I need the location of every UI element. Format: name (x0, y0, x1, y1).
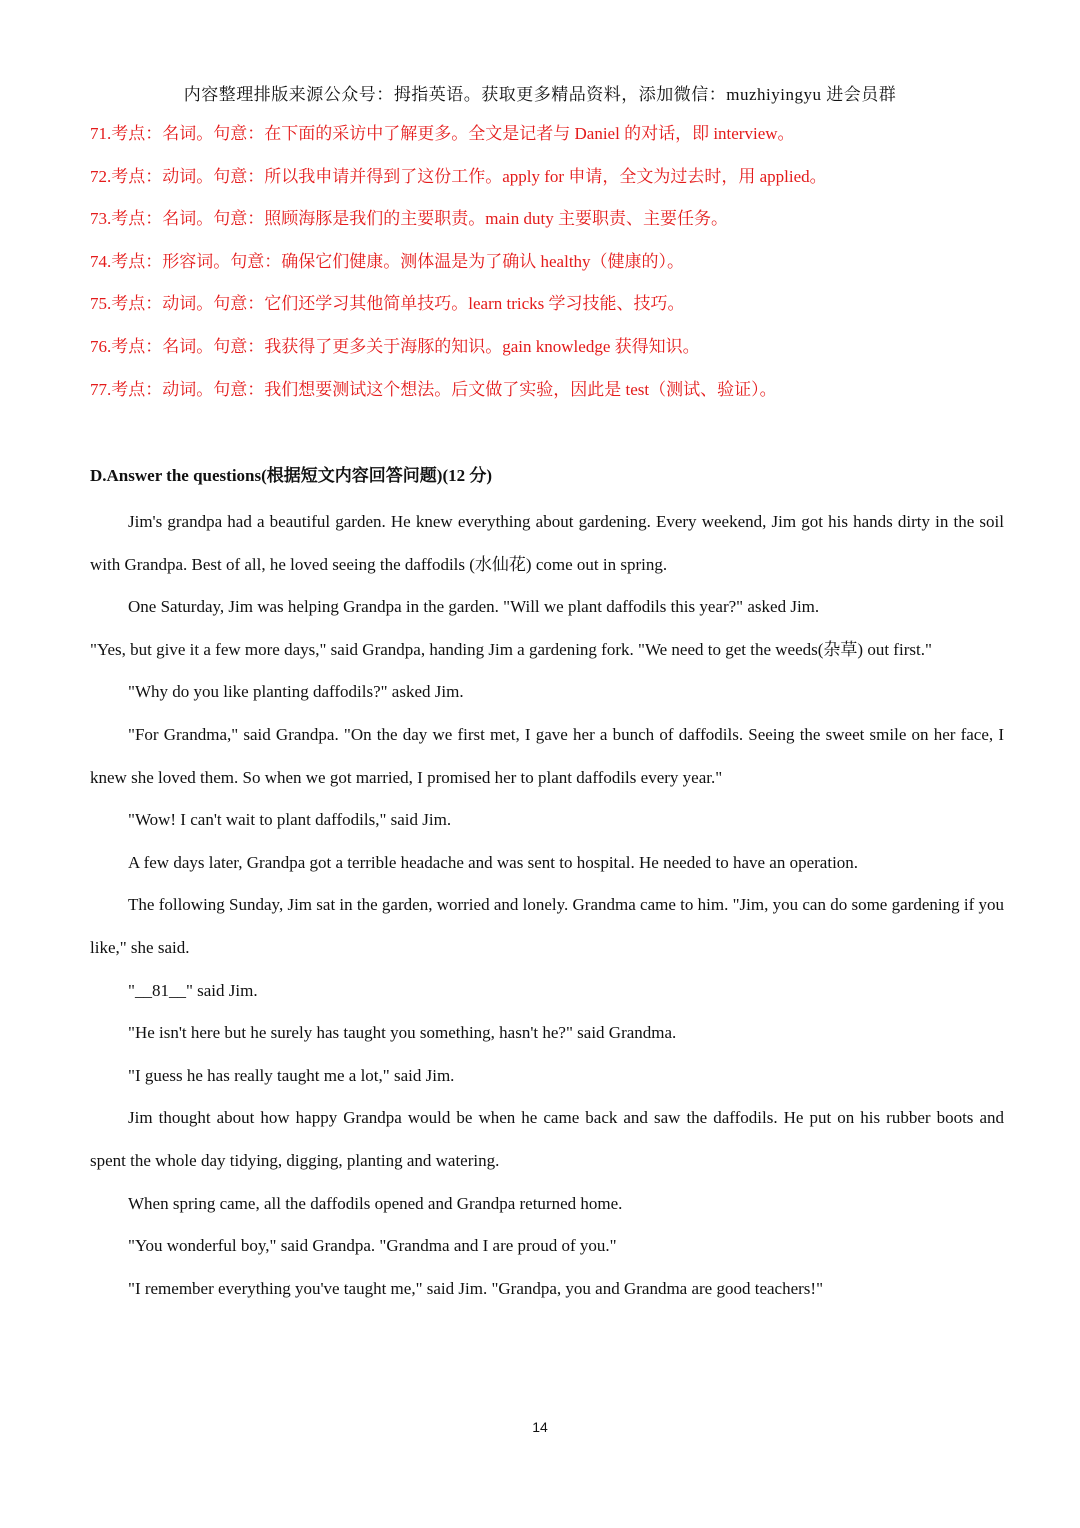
answer-71: 71.考点：名词。句意：在下面的采访中了解更多。全文是记者与 Daniel 的对话，即 interview。 (90, 124, 795, 143)
paragraph: "Wow! I can't wait to plant daffodils," said Jim. (128, 810, 452, 830)
paragraph: "Yes, but give it a few more days," said Grandpa, handing Jim a gardening fork. "We need to get the weeds(杂草) out first." (90, 639, 932, 659)
paragraph: "I guess he has really taught me a lot," said Jim. (128, 1065, 455, 1085)
paragraph: "He isn't here but he surely has taught you something, hasn't he?" said Grandma. (128, 1023, 677, 1043)
answer-73: 73.考点：名词。句意：照顾海豚是我们的主要职责。main duty 主要职责、主要任务。 (90, 209, 728, 229)
page-number: 14 (532, 1419, 548, 1435)
paragraph: "For Grandma," said Grandpa. "On the day we first met, I gave her a bunch of daffodils. Seeing the sweet smile on her face, I knew she loved them. So when we got married, I promised her to plant daffodils every year." (90, 724, 1004, 787)
answer-key (90, 119, 1010, 417)
paragraph: One Saturday, Jim was helping Grandpa in the garden. "Will we plant daffodils this year?" asked Jim. (128, 597, 820, 617)
paragraph: Jim thought about how happy Grandpa would be when he came back and saw the daffodils. He put on his rubber boots and spent the whole day tidying, digging, planting and watering. (90, 1108, 1004, 1170)
reading-passage (90, 501, 1004, 1310)
answer-75: 75.考点：动词。句意：它们还学习其他简单技巧。learn tricks 学习技能、技巧。 (90, 294, 685, 314)
page-header: 内容整理排版来源公众号：拇指英语。获取更多精品资料，添加微信：muzhiyingyu 进会员群 (183, 85, 897, 104)
paragraph: A few days later, Grandpa got a terrible headache and was sent to hospital. He needed to have an operation. (128, 852, 859, 872)
paragraph: When spring came, all the daffodils opened and Grandpa returned home. (128, 1193, 623, 1213)
paragraph: Jim's grandpa had a beautiful garden. He knew everything about gardening. Every weekend, Jim got his hands dirty in the soil with Grandpa. Best of all, he loved seeing the daffodils (水仙花) come out in spring. (90, 512, 1004, 574)
section-title: D.Answer the questions(根据短文内容回答问题)(12 分) (90, 466, 493, 485)
answer-76: 76.考点：名词。句意：我获得了更多关于海豚的知识。gain knowledge 获得知识。 (90, 336, 700, 356)
paragraph: The following Sunday, Jim sat in the garden, worried and lonely. Grandma came to him. "Jim, you can do some gardening if you like," she said. (90, 895, 1004, 957)
paragraph: "I remember everything you've taught me," said Jim. "Grandpa, you and Grandma are good teachers!" (128, 1278, 824, 1298)
paragraph: "Why do you like planting daffodils?" asked Jim. (128, 682, 464, 702)
paragraph: "You wonderful boy," said Grandpa. "Grandma and I are proud of you." (128, 1236, 617, 1256)
answer-74: 74.考点：形容词。句意：确保它们健康。测体温是为了确认 healthy（健康的）。 (90, 251, 685, 271)
answer-72: 72.考点：动词。句意：所以我申请并得到了这份工作。apply for 申请，全文为过去时，用 applied。 (90, 166, 827, 186)
paragraph-blank-81: "__81__" said Jim. (128, 980, 258, 1000)
answer-77: 77.考点：动词。句意：我们想要测试这个想法。后文做了实验，因此是 test（测试、验证）。 (90, 379, 777, 399)
